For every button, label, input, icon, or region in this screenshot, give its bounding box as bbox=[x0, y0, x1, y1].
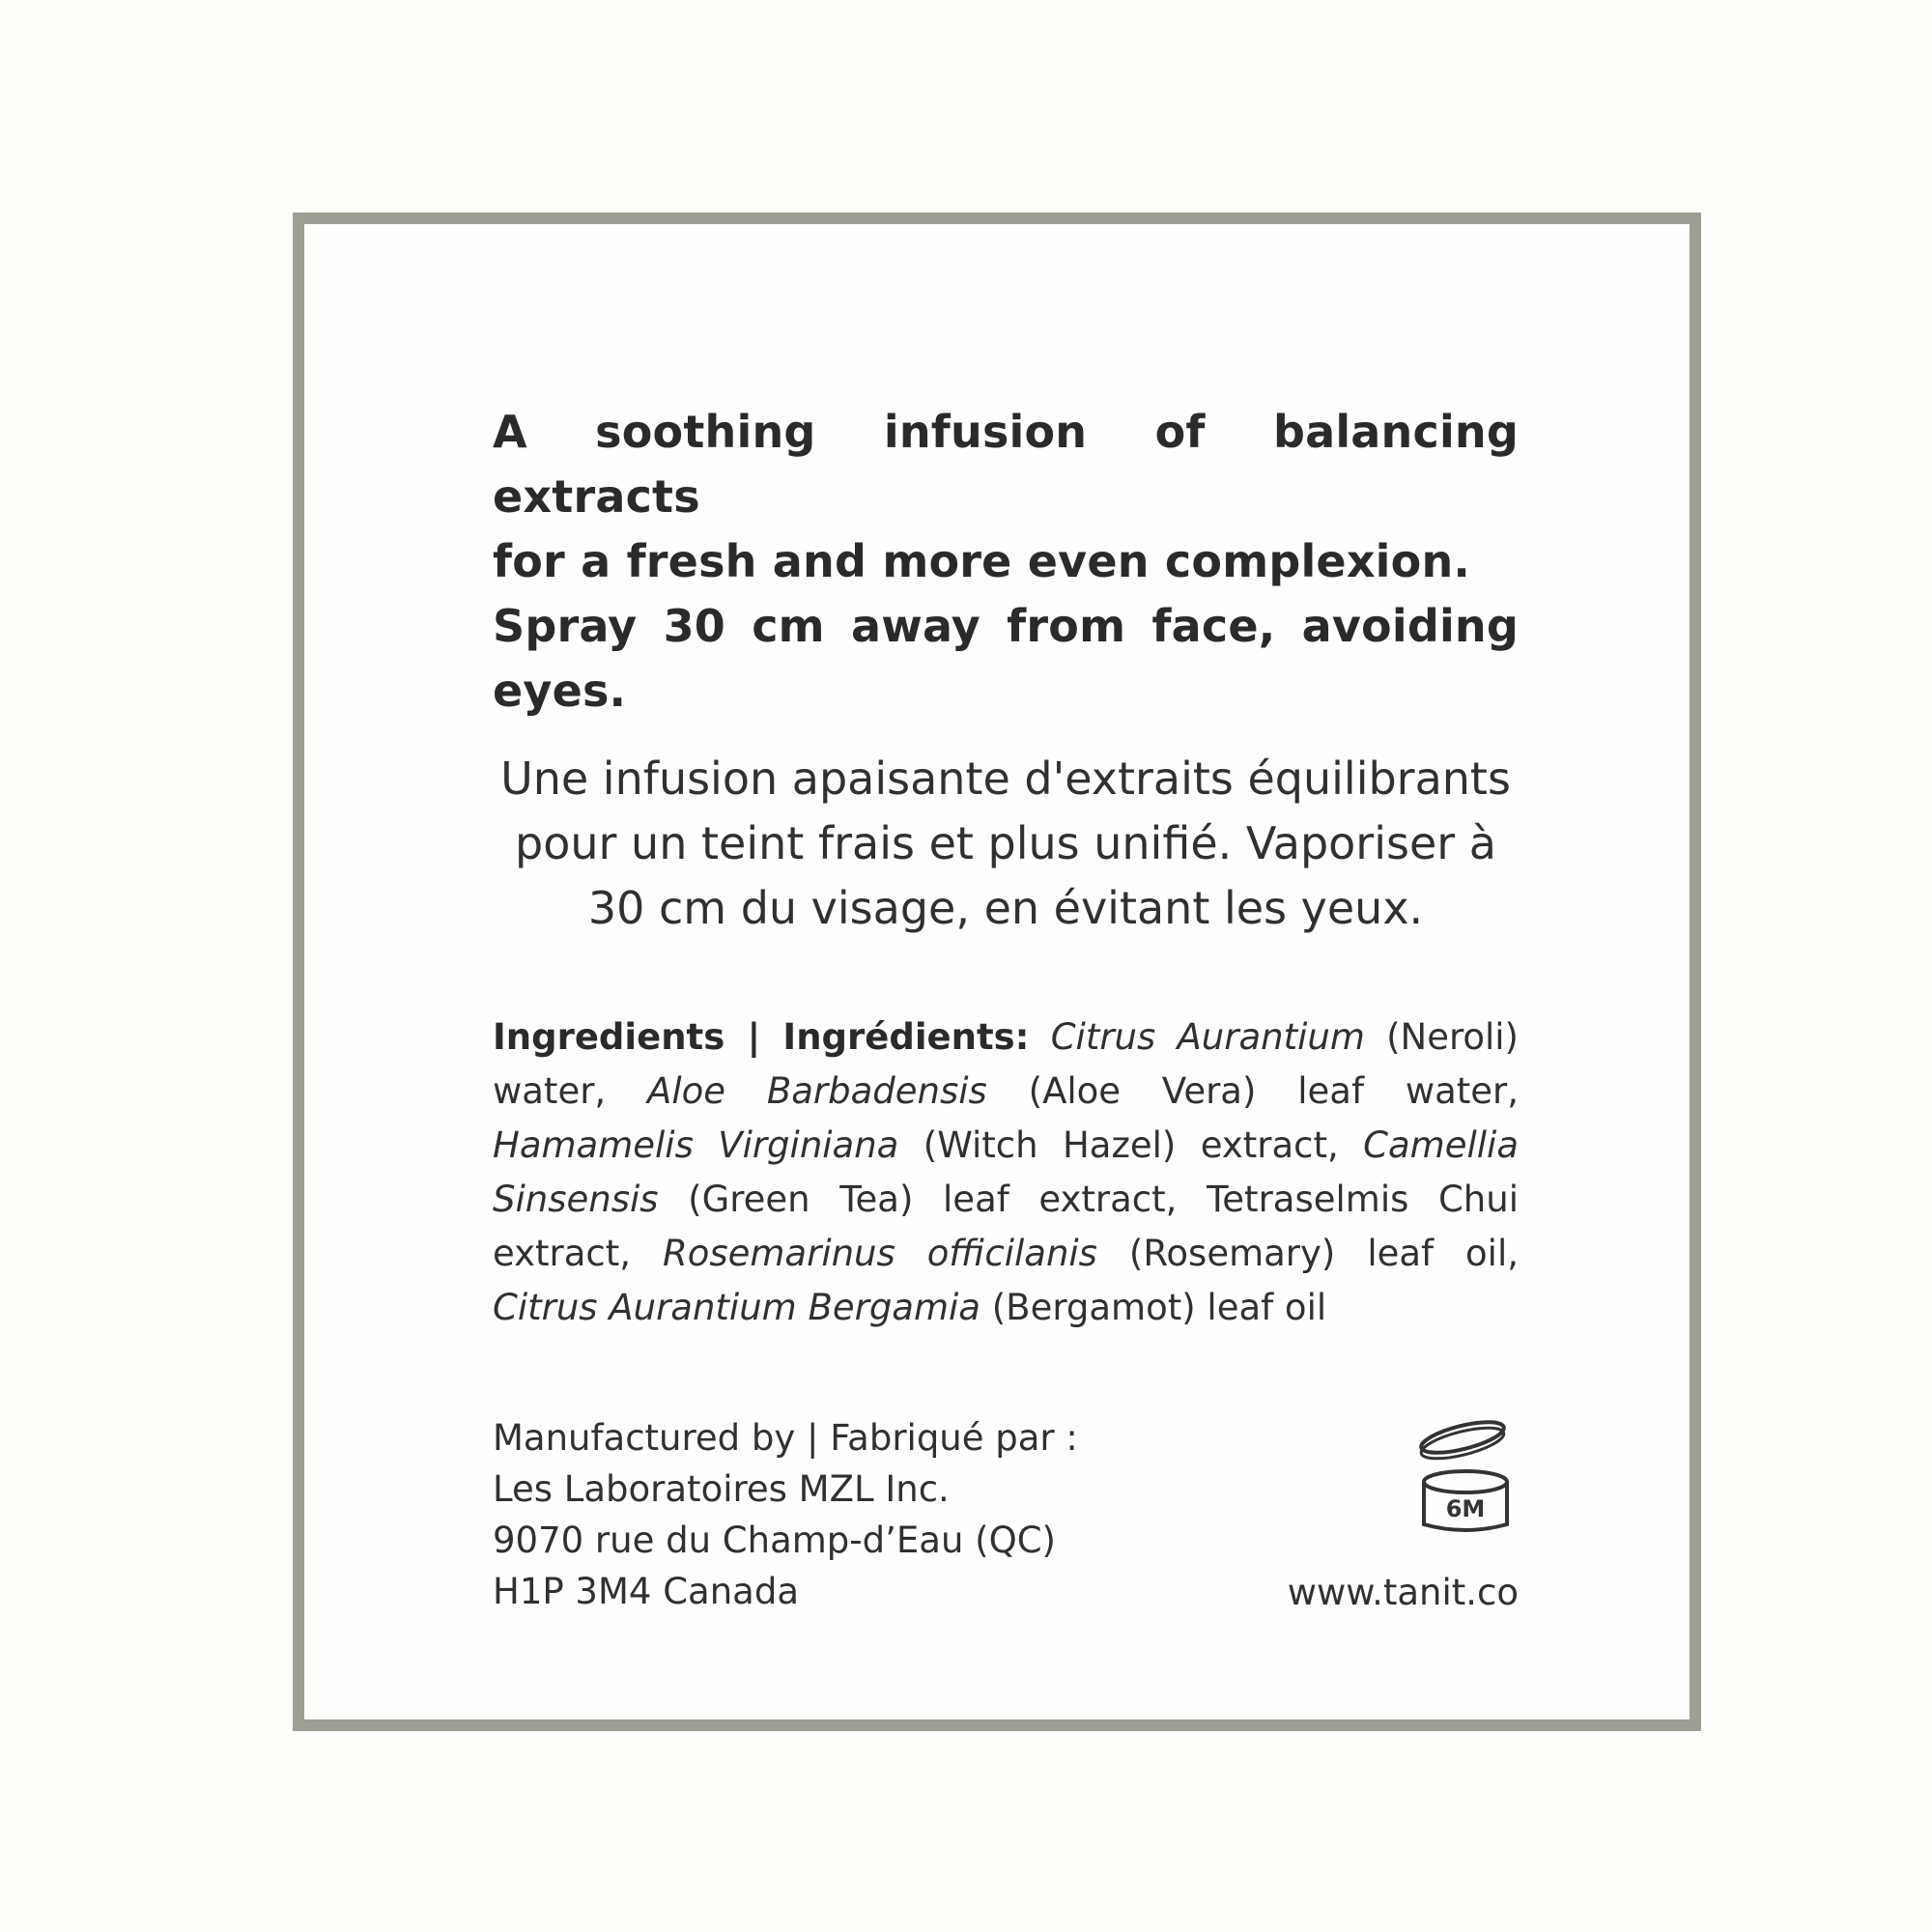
manufacturer-name: Les Laboratoires MZL Inc. bbox=[493, 1468, 950, 1510]
ingredient-latin: Hamamelis Virginiana bbox=[493, 1124, 899, 1166]
description-fr-line: pour un teint frais et plus unifié. Vaporiser à bbox=[515, 817, 1496, 869]
product-label bbox=[293, 213, 1701, 1731]
description-english bbox=[493, 400, 1519, 724]
description-fr-line: Une infusion apaisante d'extraits équilibrants bbox=[500, 753, 1511, 805]
pao-period: 6M bbox=[1445, 1495, 1486, 1522]
description-en-line: A soothing infusion of balancing extracts bbox=[493, 406, 1519, 523]
pao-symbol bbox=[1412, 1412, 1519, 1538]
manufacturer-block bbox=[493, 1412, 1078, 1617]
ingredient-latin: Citrus Aurantium Bergamia bbox=[493, 1287, 980, 1328]
description-en-line: for a fresh and more even complexion. bbox=[493, 535, 1471, 587]
ingredient-common: (Green Tea) leaf extract, Tetraselmis Chui extract, bbox=[493, 1179, 1519, 1274]
description-fr-line: 30 cm du visage, en évitant les yeux. bbox=[587, 882, 1424, 934]
ingredient-common: (Aloe Vera) leaf water, bbox=[986, 1070, 1519, 1112]
label-footer bbox=[493, 1412, 1519, 1625]
description-french bbox=[493, 747, 1519, 941]
manufacturer-address: 9070 rue du Champ-d’Eau (QC) bbox=[493, 1520, 1056, 1561]
description-en-line: Spray 30 cm away from face, avoiding eyes. bbox=[493, 600, 1519, 717]
ingredient-common: (Neroli) water, bbox=[493, 1016, 1519, 1112]
ingredient-common: (Rosemary) leaf oil, bbox=[1096, 1233, 1520, 1274]
ingredients-heading: Ingredients | Ingrédients: bbox=[493, 1016, 1030, 1058]
manufacturer-label: Manufactured by | Fabriqué par : bbox=[493, 1417, 1078, 1459]
ingredient-latin: Rosemarinus officilanis bbox=[663, 1233, 1097, 1274]
website-url: www.tanit.co bbox=[1287, 1572, 1519, 1613]
ingredient-latin: Citrus Aurantium bbox=[1050, 1016, 1365, 1058]
ingredient-common: (Witch Hazel) extract, bbox=[898, 1124, 1364, 1166]
ingredient-common: (Bergamot) leaf oil bbox=[980, 1287, 1327, 1328]
manufacturer-postal: H1P 3M4 Canada bbox=[493, 1571, 799, 1612]
ingredients-list bbox=[493, 1010, 1519, 1335]
label-content bbox=[493, 400, 1519, 1625]
open-jar-icon bbox=[1412, 1412, 1519, 1538]
ingredient-latin: Aloe Barbadensis bbox=[647, 1070, 987, 1112]
ingredient-latin: Camellia Sinsensis bbox=[493, 1124, 1519, 1220]
